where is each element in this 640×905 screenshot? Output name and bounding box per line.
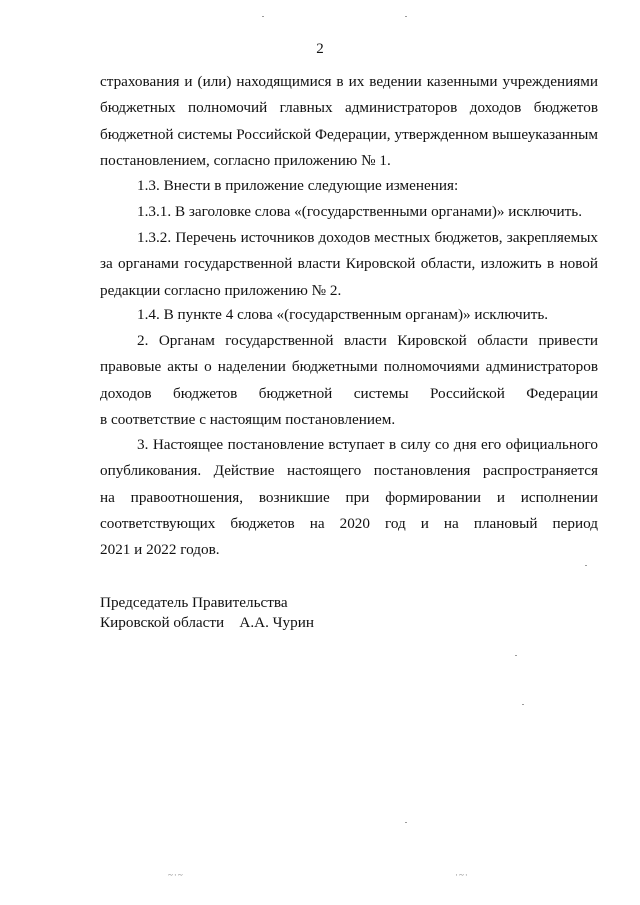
text-line: 1.3.1. В заголовке слова «(государственными органами)» исключить. [137, 203, 583, 220]
footer-scan-mark: ~·~ [168, 870, 184, 880]
text-line: 1.4. В пункте 4 слова «(государственным органам)» исключить. [137, 306, 549, 323]
text-line: в соответствие с настоящим постановлением. [100, 410, 396, 428]
item-1-3 [100, 173, 598, 199]
scan-speck [262, 16, 264, 17]
signature-block [100, 593, 314, 633]
text-line: на правоотношения, возникшие при формировании и исполнении [100, 488, 598, 506]
text-line: редакции согласно приложению № 2. [100, 281, 342, 299]
item-2 [100, 328, 598, 433]
signature-region-line [100, 613, 314, 633]
scan-speck [405, 822, 407, 823]
signature-name: А.А. Чурин [239, 614, 314, 631]
paragraph-continuation [100, 69, 598, 174]
item-1-3-1 [100, 199, 598, 225]
text-line: страхования и (или) находящимися в их ведении казенными учреждениями [100, 73, 598, 90]
item-1-4 [100, 302, 598, 328]
text-line: 2021 и 2022 годов. [100, 541, 220, 559]
text-line: соответствующих бюджетов на 2020 год и на плановый период [100, 514, 598, 532]
text-line: 1.3.2. Перечень источников доходов местных бюджетов, закрепляемых [137, 229, 598, 246]
text-line: постановлением, согласно приложению № 1. [100, 151, 391, 169]
text-line: за органами государственной власти Кировской области, изложить в новой [100, 255, 598, 273]
text-line: бюджетных полномочий главных администраторов доходов бюджетов [100, 99, 598, 117]
text-line: 2. Органам государственной власти Кировской области привести [137, 332, 598, 349]
scan-speck [522, 704, 524, 705]
text-line: 3. Настоящее постановление вступает в силу со дня его официального [137, 436, 598, 453]
item-1-3-2 [100, 225, 598, 304]
signature-region: Кировской области [100, 614, 225, 631]
scan-speck [405, 16, 407, 17]
page-number: 2 [316, 41, 324, 57]
signature-title: Председатель Правительства [100, 594, 288, 611]
text-line: правовые акты о наделении бюджетными полномочиями администраторов [100, 358, 598, 376]
item-3 [100, 432, 598, 563]
text-line: опубликования. Действие настоящего постановления распространяется [100, 462, 598, 480]
scan-speck [585, 565, 587, 566]
scan-speck [515, 655, 517, 656]
footer-scan-mark: ·~· [455, 870, 469, 880]
text-line: 1.3. Внести в приложение следующие изменения: [137, 177, 459, 194]
text-line: доходов бюджетов бюджетной системы Российской Федерации [100, 384, 598, 402]
text-line: бюджетной системы Российской Федерации, утвержденном вышеуказанным [100, 125, 598, 143]
